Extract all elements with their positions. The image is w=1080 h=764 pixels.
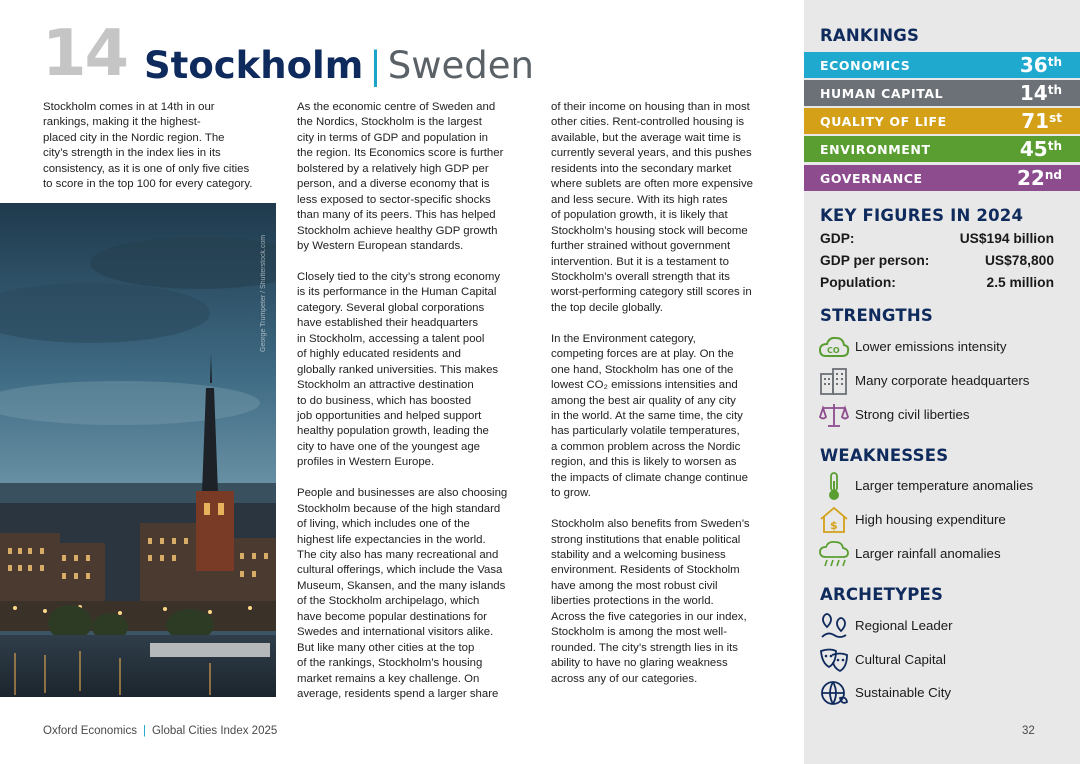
text-line: healthy population growth, leading the	[297, 425, 489, 438]
text-line: to score in the top 100 for every category.	[43, 178, 253, 191]
title-separator: |	[369, 44, 382, 87]
weakness-item	[818, 539, 1068, 569]
country-name: Sweden	[387, 44, 534, 87]
co2-cloud-icon	[818, 332, 850, 362]
text-line: person, and a diverse economy that is	[297, 178, 490, 191]
text-line: of population growth, it is likely that	[551, 209, 728, 222]
text-line: by Western European standards.	[297, 240, 464, 253]
text-line: Museum, Skansen, and the many islands	[297, 579, 506, 592]
svg-text:$: $	[830, 519, 838, 532]
text-line: than many of its peers. This has helped	[297, 209, 496, 222]
text-line: Stockholm’s housing stock will become	[551, 224, 748, 237]
text-line: in Stockholm, accessing a talent pool	[297, 332, 485, 345]
text-line: Stockholm an attractive destination	[297, 379, 474, 392]
text-line: to do business, which has boosted	[297, 394, 472, 407]
archetype-text: Sustainable City	[855, 685, 952, 700]
text-line: in the world. At the same time, the city	[551, 410, 743, 422]
text-line: residents into the secondary market	[551, 162, 732, 175]
text-line: But like many other cities at the top	[297, 641, 475, 654]
strength-text: Lower emissions intensity	[855, 339, 1007, 354]
text-line: consistency, as it is one of only five cities	[43, 162, 250, 175]
text-line: where sublets are often more expensive	[551, 178, 753, 191]
city-rank-number: 14	[42, 17, 128, 91]
paragraph	[551, 100, 791, 316]
weakness-text: Larger rainfall anomalies	[855, 546, 1001, 561]
text-line: The city also has many recreational and	[297, 549, 499, 562]
text-line: Stockholm is among the most well-	[551, 626, 727, 639]
text-line: currently several years, and this pushes	[551, 147, 752, 160]
ranking-suffix: th	[1047, 83, 1062, 97]
footer-separator: |	[142, 725, 146, 737]
text-line: market remains a key challenge. On	[297, 672, 480, 685]
text-line: job opportunities and helped support	[297, 410, 482, 422]
ranking-suffix: th	[1047, 55, 1062, 69]
text-line: among the best air quality of any city	[551, 394, 736, 407]
footer-publication: Global Cities Index 2025	[151, 725, 278, 737]
weakness-item	[818, 471, 1068, 501]
text-line: environment. Residents of Stockholm	[551, 564, 740, 577]
text-line: has particularly volatile temperatures,	[551, 425, 740, 438]
city-name: Stockholm	[144, 44, 364, 87]
text-line: region, and this is likely to worsen as	[551, 456, 737, 469]
text-line: Stockholm achieve healthy GDP growth	[297, 224, 498, 237]
ranking-number: 71	[1021, 109, 1050, 133]
rankings-heading: RANKINGS	[820, 26, 920, 45]
weakness-text: High housing expenditure	[855, 512, 1006, 527]
text-line: category. Several global corporations	[297, 301, 485, 314]
text-line: profiles in Western Europe.	[297, 456, 435, 469]
text-line: stability and a welcoming business	[551, 549, 726, 562]
text-line: Stockholm because of the high standard	[297, 502, 501, 515]
text-line: competing forces are at play. On the	[551, 348, 734, 361]
archetype-text: Regional Leader	[855, 618, 953, 633]
key-figures-heading: KEY FIGURES IN 2024	[820, 206, 1024, 225]
photo-credit: George Trumpeter / Shutterstock.com	[260, 234, 267, 352]
text-line: of highly educated residents and	[297, 348, 462, 361]
rain-cloud-icon	[818, 539, 850, 569]
archetype-item	[818, 611, 1068, 641]
ranking-label: ECONOMICS	[820, 58, 911, 73]
ranking-row-governance	[804, 165, 1080, 191]
paragraph	[43, 100, 283, 193]
ranking-label: ENVIRONMENT	[820, 142, 931, 157]
text-line: the Nordics, Stockholm is the largest	[297, 116, 482, 129]
office-buildings-icon	[818, 366, 850, 396]
ranking-label: QUALITY OF LIFE	[820, 114, 947, 129]
ranking-suffix: th	[1047, 139, 1062, 153]
text-line: to grow.	[551, 487, 591, 500]
paragraph	[551, 517, 791, 687]
text-line: highest life expectancies in the world.	[297, 533, 486, 546]
text-line: placed city in the Nordic region. The	[43, 131, 225, 144]
house-dollar-icon	[818, 505, 850, 535]
text-line: globally ranked universities. This makes	[297, 363, 499, 376]
text-column-3	[551, 100, 791, 702]
strength-item	[818, 366, 1068, 396]
map-pins-icon	[818, 611, 850, 641]
ranking-number: 36	[1019, 53, 1048, 77]
ranking-value	[1021, 108, 1062, 134]
key-figure-label: GDP per person:	[820, 253, 930, 268]
strength-item	[818, 400, 1068, 430]
key-figure-value: 2.5 million	[986, 275, 1054, 290]
text-line: Stockholm’s overall strength that its	[551, 270, 730, 283]
text-line: other cities. Rent-controlled housing is	[551, 116, 745, 129]
strength-text: Many corporate headquarters	[855, 373, 1030, 388]
text-line: Closely tied to the city’s strong economy	[297, 270, 501, 283]
text-line: a common problem across the Nordic	[551, 440, 741, 453]
text-line: city in terms of GDP and population in	[297, 131, 488, 144]
text-line: have among the most robust civil	[551, 579, 718, 592]
text-line: average, residents spend a larger share	[297, 688, 499, 701]
ranking-number: 22	[1017, 166, 1045, 190]
ranking-value	[1020, 80, 1062, 106]
text-line: Across the five categories in our index,	[551, 610, 747, 623]
ranking-number: 14	[1019, 81, 1048, 105]
text-line: further strained without government	[551, 240, 731, 253]
ranking-number: 45	[1019, 137, 1048, 161]
text-line: less exposed to sector-specific shocks	[297, 193, 491, 206]
ranking-value	[1020, 52, 1062, 78]
text-line: city’s strength in the index lies in its	[43, 147, 221, 160]
ranking-row-environment	[804, 136, 1080, 162]
text-line: ability to have no glaring weakness	[551, 657, 728, 670]
archetype-item	[818, 645, 1068, 675]
weaknesses-heading: WEAKNESSES	[820, 446, 949, 465]
page-number: 32	[1022, 725, 1035, 737]
archetypes-heading: ARCHETYPES	[820, 585, 944, 604]
text-line: intervention. But it is a testament to	[551, 255, 729, 268]
text-line: of living, which includes one of the	[297, 518, 470, 531]
stockholm-city-photo	[0, 203, 276, 697]
text-line: People and businesses are also choosing	[297, 487, 508, 500]
sustainable-globe-icon	[818, 678, 850, 708]
text-line: rankings, making it the highest-	[43, 116, 201, 129]
text-line: and less secure. With its high rates	[551, 193, 728, 206]
paragraph	[297, 270, 537, 471]
text-line: available, but the average wait time is	[551, 131, 741, 144]
thermometer-icon	[818, 471, 850, 501]
paragraph	[551, 332, 791, 502]
text-line: As the economic centre of Sweden and	[297, 101, 496, 113]
paragraph	[297, 100, 537, 255]
text-line: Stockholm comes in at 14th in our	[43, 101, 215, 113]
key-figure-label: GDP:	[820, 231, 855, 246]
text-line: the impacts of climate change continue	[551, 471, 748, 484]
text-line: city to have one of the youngest age	[297, 440, 481, 453]
key-figure-value: US$78,800	[984, 253, 1054, 268]
ranking-suffix: st	[1049, 111, 1062, 125]
text-line: bolstered by a relatively high GDP per	[297, 162, 489, 175]
strength-text: Strong civil liberties	[855, 407, 970, 422]
footer-publisher: Oxford Economics	[43, 725, 137, 737]
footer	[43, 725, 277, 737]
text-column-1	[43, 100, 283, 208]
text-line: have become popular destinations for	[297, 610, 487, 623]
scales-icon	[818, 400, 850, 430]
text-line: of the Stockholm archipelago, which	[297, 595, 480, 608]
strengths-heading: STRENGTHS	[820, 306, 933, 325]
weakness-item	[818, 505, 1068, 535]
ranking-label: HUMAN CAPITAL	[820, 86, 944, 101]
text-line: the region. Its Economics score is further	[297, 147, 504, 160]
archetype-item	[818, 678, 1068, 708]
ranking-value	[1020, 136, 1062, 162]
ranking-row-human-capital	[804, 80, 1080, 106]
svg-text:CO: CO	[827, 346, 840, 355]
page-title	[144, 42, 534, 90]
text-line: In the Environment category,	[551, 332, 696, 345]
key-figure-label: Population:	[820, 275, 896, 290]
ranking-row-economics	[804, 52, 1080, 78]
archetype-text: Cultural Capital	[855, 652, 946, 667]
ranking-label: GOVERNANCE	[820, 171, 923, 186]
text-line: the top decile globally.	[551, 301, 663, 314]
ranking-suffix: nd	[1044, 168, 1062, 182]
text-line: one hand, Stockholm has one of the	[551, 363, 734, 376]
text-line: liberties protections in the world.	[551, 595, 714, 608]
text-line: worst-performing category still scores in	[551, 286, 752, 299]
text-line: of the rankings, Stockholm’s housing	[297, 657, 483, 670]
weakness-text: Larger temperature anomalies	[855, 478, 1034, 493]
text-line: of their income on housing than in most	[551, 101, 750, 113]
text-line: rounded. The city’s strength lies in its	[551, 641, 738, 654]
text-line: is its performance in the Human Capital	[297, 286, 497, 299]
key-figure-value: US$194 billion	[959, 231, 1054, 246]
ranking-value	[1017, 165, 1062, 191]
text-line: cultural offerings, which include the Vasa	[297, 564, 503, 577]
paragraph	[297, 486, 537, 702]
text-column-2	[297, 100, 537, 718]
text-line: strong institutions that enable political	[551, 533, 741, 546]
strength-item	[818, 332, 1068, 362]
text-line: Swedes and international visitors alike.	[297, 626, 494, 639]
text-line: have established their headquarters	[297, 317, 479, 330]
theatre-masks-icon	[818, 645, 850, 675]
text-line: lowest CO₂ emissions intensities and	[551, 379, 738, 392]
ranking-row-quality-of-life	[804, 108, 1080, 134]
text-line: across any of our categories.	[551, 672, 698, 685]
text-line: Stockholm also benefits from Sweden’s	[551, 518, 750, 531]
